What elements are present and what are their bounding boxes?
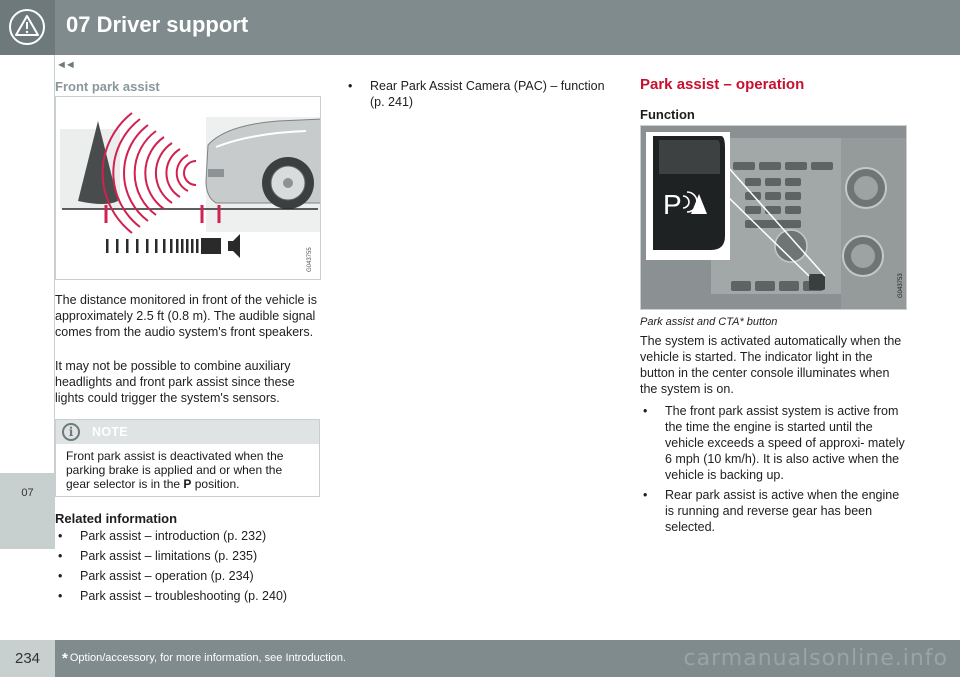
park-assist-operation-title: Park assist – operation bbox=[640, 76, 805, 93]
note-header bbox=[56, 420, 319, 444]
related-link[interactable]: • Park assist – introduction (p. 232) bbox=[58, 529, 267, 543]
note-text-before: Front park assist is deactivated when the parking brake is applied and or when the gear selector is in the bbox=[66, 449, 284, 491]
right-paragraph: The system is activated automatically when the vehicle is started. The indicator light in the button in the center console illuminates when the system is on. bbox=[640, 334, 902, 396]
footer-star: * bbox=[62, 650, 68, 667]
related-link-text: Park assist – operation (p. 234) bbox=[80, 569, 254, 583]
park-assist-button-figure bbox=[640, 125, 907, 310]
info-icon: i bbox=[62, 423, 80, 441]
left-paragraph-2: It may not be possible to combine auxiliary headlights and front park assist since these lights could trigger the system's sensors. bbox=[55, 359, 295, 405]
front-park-assist-figure bbox=[55, 96, 321, 280]
list-item-text: Rear park assist is active when the engine is running and reverse gear has been selected. bbox=[665, 488, 900, 534]
back-link[interactable]: ◄◄ bbox=[56, 59, 74, 71]
related-link[interactable]: • Park assist – troubleshooting (p. 240) bbox=[58, 589, 288, 603]
list-item: • Rear park assist is active when the engine is running and reverse gear has been selected. bbox=[643, 488, 900, 534]
svg-text:P: P bbox=[663, 189, 682, 220]
note-box bbox=[55, 419, 320, 497]
footer-note bbox=[62, 650, 346, 667]
related-link-text: Park assist – troubleshooting (p. 240) bbox=[80, 589, 288, 603]
header-icon-box bbox=[0, 0, 55, 55]
chapter-tab[interactable] bbox=[0, 473, 55, 549]
related-link-text: Park assist – limitations (p. 235) bbox=[80, 549, 258, 563]
note-title: NOTE bbox=[92, 425, 128, 439]
list-item: • The front park assist system is active from the time the engine is started until the vehicle exceeds a speed of approxi- mately 6 mph (10 km/h). It is also active when the vehicle is backing up. bbox=[643, 404, 905, 482]
chapter-title: 07 Driver support bbox=[66, 12, 249, 37]
related-link[interactable]: • Park assist – operation (p. 234) bbox=[58, 569, 254, 583]
right-list bbox=[640, 403, 910, 539]
note-text-bold: P bbox=[183, 477, 192, 491]
middle-list bbox=[345, 78, 615, 114]
front-park-assist-illustration bbox=[56, 97, 321, 280]
watermark: carmanualsonline.info bbox=[683, 646, 948, 671]
figure-code-left: G043755 bbox=[307, 247, 313, 272]
note-text-after: position. bbox=[191, 477, 240, 491]
function-subtitle: Function bbox=[640, 107, 695, 122]
left-paragraph-1: The distance monitored in front of the vehicle is approximately 2.5 ft (0.8 m). The audible signal comes from the audio system's front speakers. bbox=[55, 293, 317, 339]
front-park-assist-title: Front park assist bbox=[55, 79, 160, 94]
chapter-tab-label: 07 bbox=[21, 487, 34, 499]
related-link-text: Park assist – introduction (p. 232) bbox=[80, 529, 267, 543]
page-number: 234 bbox=[14, 650, 41, 667]
related-information-title: Related information bbox=[55, 511, 178, 526]
footer-note-text: Option/accessory, for more information, see Introduction. bbox=[69, 652, 346, 664]
figure-code-right: G043753 bbox=[898, 273, 904, 298]
center-console-illustration bbox=[641, 126, 907, 310]
page-header bbox=[0, 0, 960, 55]
note-text bbox=[56, 444, 319, 496]
pac-link-text: Rear Park Assist Camera (PAC) – function (p. 241) bbox=[370, 79, 605, 109]
related-link[interactable]: • Park assist – limitations (p. 235) bbox=[58, 549, 258, 563]
list-item-text: The front park assist system is active from the time the engine is started until the vehicle exceeds a speed of approxi- mately 6 mph (10 km/h). It is also active when the vehicle is backing up. bbox=[665, 404, 905, 482]
figure-caption: Park assist and CTA* button bbox=[640, 316, 778, 328]
pac-link[interactable]: • Rear Park Assist Camera (PAC) – function (p. 241) bbox=[348, 79, 605, 109]
warning-triangle-icon bbox=[0, 0, 55, 55]
page-footer bbox=[0, 640, 960, 677]
related-information-list bbox=[55, 528, 321, 608]
